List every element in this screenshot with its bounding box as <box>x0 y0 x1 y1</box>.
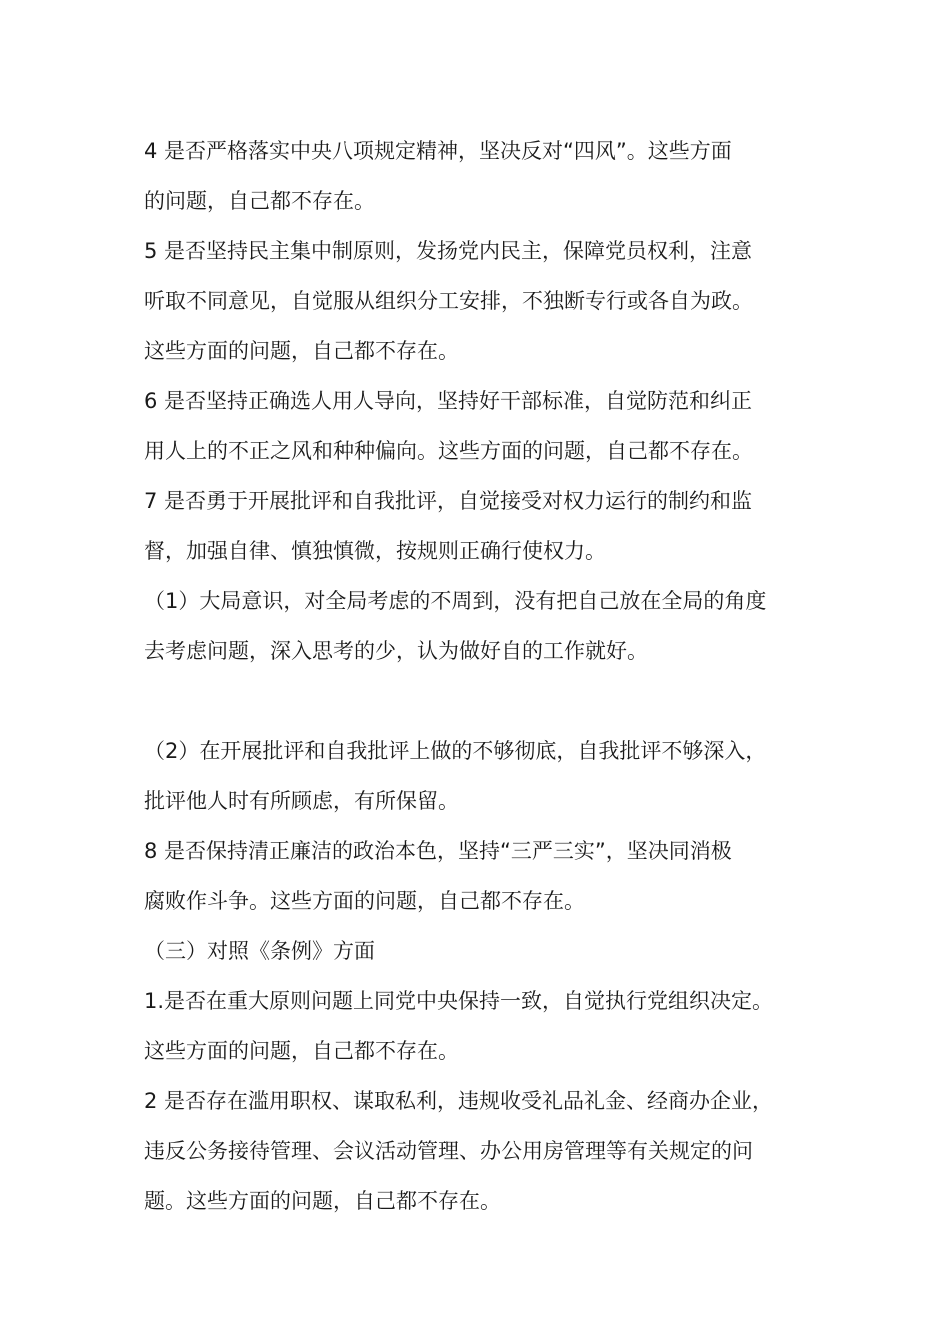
item-5-paragraph <box>144 226 814 376</box>
item-4-paragraph <box>144 126 814 226</box>
text-line: 1.是否在重大原则问题上同党中央保持一致，自觉执行党组织决定。 <box>144 989 774 1013</box>
text-line: 6 是否坚持正确选人用人导向，坚持好干部标准，自觉防范和纠正 <box>144 389 753 413</box>
text-line: 批评他人时有所顾虑，有所保留。 <box>144 789 459 813</box>
text-line: 8 是否保持清正廉洁的政治本色，坚持“三严三实”，坚决同消极 <box>144 839 732 863</box>
text-line: 7 是否勇于开展批评和自我批评，自觉接受对权力运行的制约和监 <box>144 489 753 513</box>
text-line: 5 是否坚持民主集中制原则，发扬党内民主，保障党员权利，注意 <box>144 239 753 263</box>
text-line: 的问题，自己都不存在。 <box>144 189 375 213</box>
text-line: 用人上的不正之风和种种偏向。这些方面的问题，自己都不存在。 <box>144 439 753 463</box>
sub-item-1-paragraph <box>144 576 814 676</box>
sub-item-2-paragraph <box>144 726 814 826</box>
document-body <box>144 126 814 1226</box>
text-line: 4 是否严格落实中央八项规定精神，坚决反对“四风”。这些方面 <box>144 139 732 163</box>
item-7-paragraph <box>144 476 814 576</box>
regulation-item-1-paragraph <box>144 976 814 1076</box>
text-line: 督，加强自律、慎独慎微，按规则正确行使权力。 <box>144 539 606 563</box>
text-line: （三）对照《条例》方面 <box>144 939 375 963</box>
text-line: 这些方面的问题，自己都不存在。 <box>144 339 459 363</box>
text-line: 违反公务接待管理、会议活动管理、办公用房管理等有关规定的问 <box>144 1139 753 1163</box>
section-heading <box>144 926 814 976</box>
text-line: 听取不同意见，自觉服从组织分工安排，不独断专行或各自为政。 <box>144 289 753 313</box>
text-line: 这些方面的问题，自己都不存在。 <box>144 1039 459 1063</box>
text-line: 腐败作斗争。这些方面的问题，自己都不存在。 <box>144 889 585 913</box>
item-8-paragraph <box>144 826 814 926</box>
item-6-paragraph <box>144 376 814 476</box>
text-line: （1）大局意识，对全局考虑的不周到，没有把自己放在全局的角度 <box>144 589 767 613</box>
blank-line <box>144 676 814 726</box>
text-line: 2 是否存在滥用职权、谋取私利，违规收受礼品礼金、经商办企业， <box>144 1089 774 1113</box>
text-line: （2）在开展批评和自我批评上做的不够彻底，自我批评不够深入， <box>144 739 767 763</box>
text-line: 去考虑问题，深入思考的少，认为做好自的工作就好。 <box>144 639 648 663</box>
text-line: 题。这些方面的问题，自己都不存在。 <box>144 1189 501 1213</box>
regulation-item-2-paragraph <box>144 1076 814 1226</box>
